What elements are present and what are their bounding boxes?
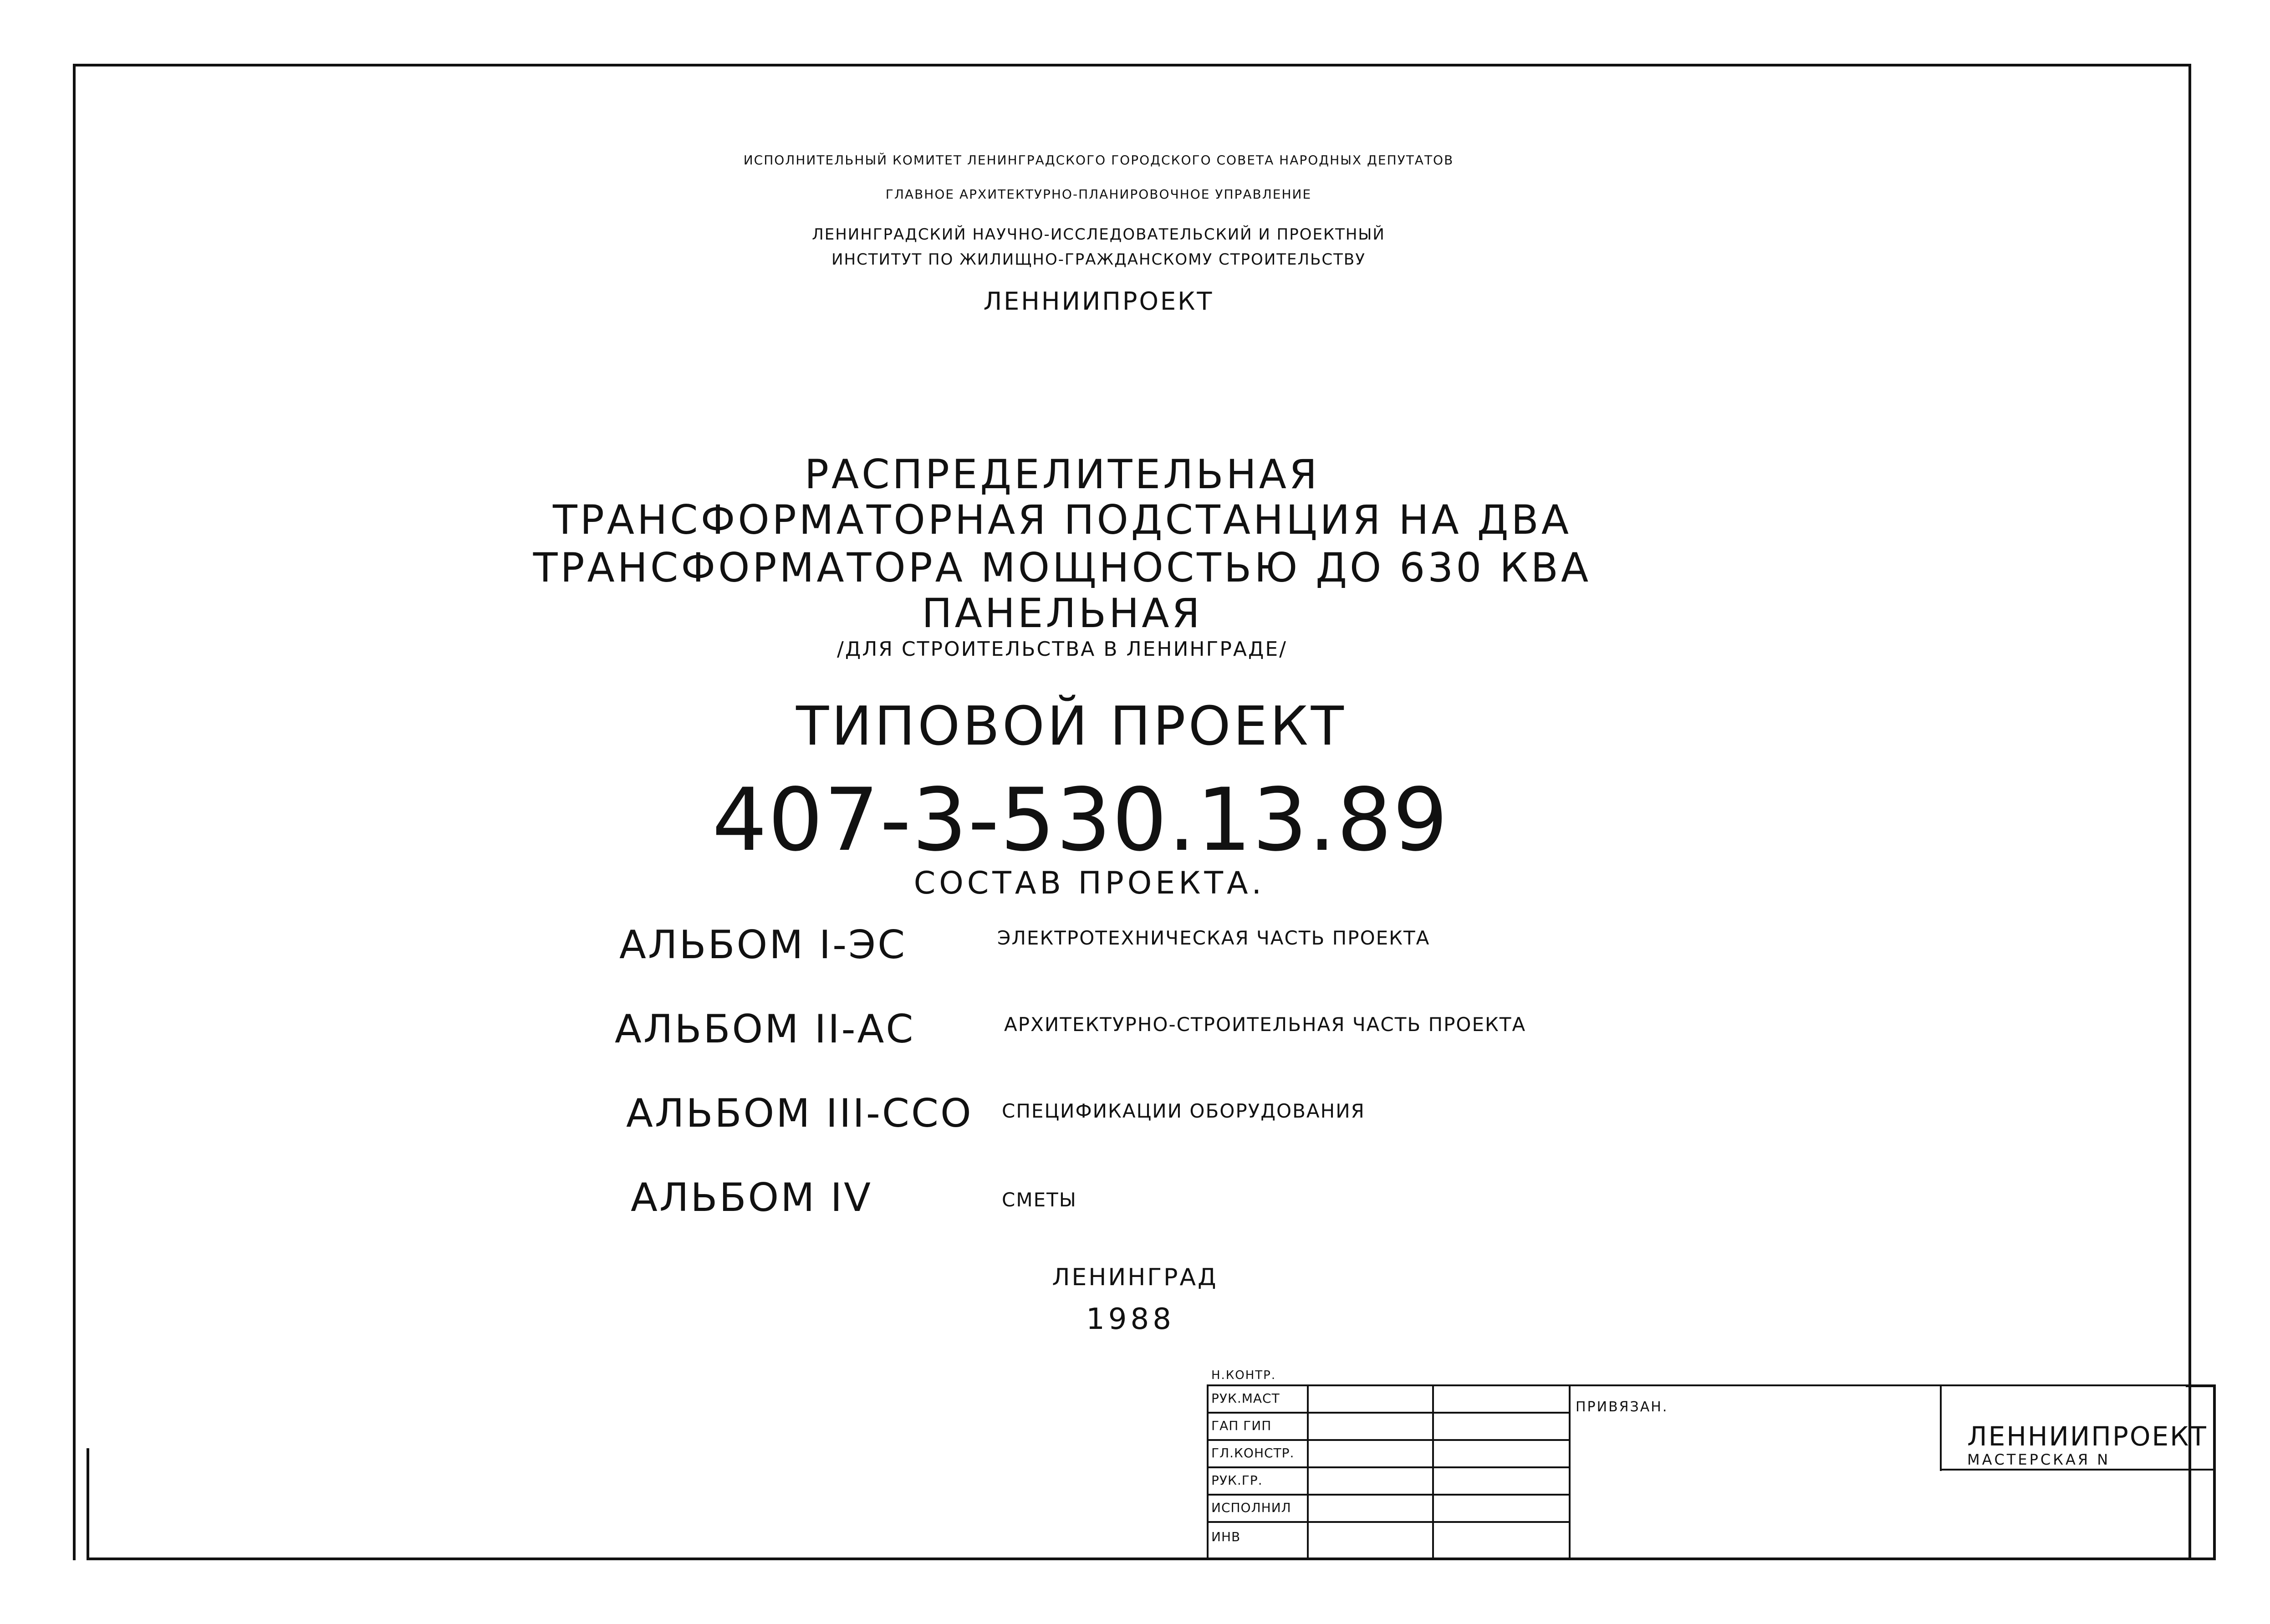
album-4-description: СМЕТЫ: [1002, 1189, 1077, 1211]
stamp-row-line: [1207, 1466, 1569, 1468]
org-line-2: ГЛАВНОЕ АРХИТЕКТУРНО-ПЛАНИРОВОЧНОЕ УПРАВЛЕНИЕ: [885, 187, 1312, 202]
album-2-label: АЛЬБОМ II-АС: [615, 1006, 915, 1052]
org-line-4: ИНСТИТУТ ПО ЖИЛИЩНО-ГРАЖДАНСКОМУ СТРОИТЕЛЬСТВУ: [831, 250, 1366, 269]
stamp-kontr-label: Н.КОНТР.: [1211, 1369, 1276, 1382]
stamp-row-label: ГАП ГИП: [1211, 1418, 1272, 1433]
title-line-2: ТРАНСФОРМАТОРНАЯ ПОДСТАНЦИЯ НА ДВА: [552, 496, 1572, 543]
title-line-4: ПАНЕЛЬНАЯ: [922, 590, 1203, 637]
album-3-label: АЛЬБОМ III-ССО: [626, 1091, 973, 1136]
album-3-description: СПЕЦИФИКАЦИИ ОБОРУДОВАНИЯ: [1002, 1100, 1365, 1122]
title-line-3: ТРАНСФОРМАТОРА МОЩНОСТЬЮ ДО 630 КВА: [533, 544, 1592, 591]
institute-name: ЛЕННИИПРОЕКТ: [983, 287, 1214, 316]
city: ЛЕНИНГРАД: [1052, 1264, 1218, 1291]
album-2-description: АРХИТЕКТУРНО-СТРОИТЕЛЬНАЯ ЧАСТЬ ПРОЕКТА: [1004, 1013, 1526, 1036]
project-composition: СОСТАВ ПРОЕКТА.: [913, 865, 1265, 901]
stamp-col-line: [1940, 1384, 1942, 1471]
stamp-row-line: [1207, 1494, 1569, 1496]
stamp-row-label: РУК.ГР.: [1211, 1473, 1263, 1488]
stamp-row-label: РУК.МАСТ: [1211, 1391, 1280, 1406]
stamp-row-label: ГЛ.КОНСТР.: [1211, 1445, 1295, 1461]
title-line-1: РАСПРЕДЕЛИТЕЛЬНАЯ: [804, 451, 1320, 498]
stamp-row-line: [1207, 1521, 1569, 1523]
stamp-row-label: ИСПОЛНИЛ: [1211, 1500, 1291, 1515]
stamp-org-divider: [1940, 1469, 2213, 1471]
year: 1988: [1086, 1302, 1175, 1336]
title-subtitle: /ДЛЯ СТРОИТЕЛЬСТВА В ЛЕНИНГРАДЕ/: [837, 638, 1287, 661]
stamp-col-line: [1307, 1384, 1309, 1558]
title-block-stamp: [1207, 1384, 2213, 1558]
stamp-row-line: [1207, 1412, 1569, 1414]
stamp-col-line: [1432, 1384, 1434, 1558]
stamp-org-name: ЛЕННИИПРОЕКТ: [1967, 1421, 2208, 1452]
album-4-label: АЛЬБОМ IV: [631, 1175, 872, 1221]
project-type: ТИПОВОЙ ПРОЕКТ: [796, 695, 1347, 757]
stamp-row-line: [1207, 1439, 1569, 1441]
stamp-col-line: [1207, 1384, 1209, 1558]
stamp-top-border: [1207, 1384, 2213, 1386]
stamp-row-label: ИНВ: [1211, 1529, 1241, 1544]
project-number: 407-3-530.13.89: [712, 770, 1449, 870]
stamp-col-line: [1569, 1384, 1571, 1558]
album-1-label: АЛЬБОМ I-ЭС: [619, 922, 907, 968]
stamp-workshop: МАСТЕРСКАЯ N: [1967, 1451, 2111, 1468]
stamp-privyazan: ПРИВЯЗАН.: [1576, 1399, 1668, 1415]
org-line-3: ЛЕНИНГРАДСКИЙ НАУЧНО-ИССЛЕДОВАТЕЛЬСКИЙ И ПРОЕКТНЫЙ: [812, 225, 1385, 244]
album-1-description: ЭЛЕКТРОТЕХНИЧЕСКАЯ ЧАСТЬ ПРОЕКТА: [997, 927, 1430, 949]
org-line-1: ИСПОЛНИТЕЛЬНЫЙ КОМИТЕТ ЛЕНИНГРАДСКОГО ГОРОДСКОГО СОВЕТА НАРОДНЫХ ДЕПУТАТОВ: [743, 153, 1454, 168]
